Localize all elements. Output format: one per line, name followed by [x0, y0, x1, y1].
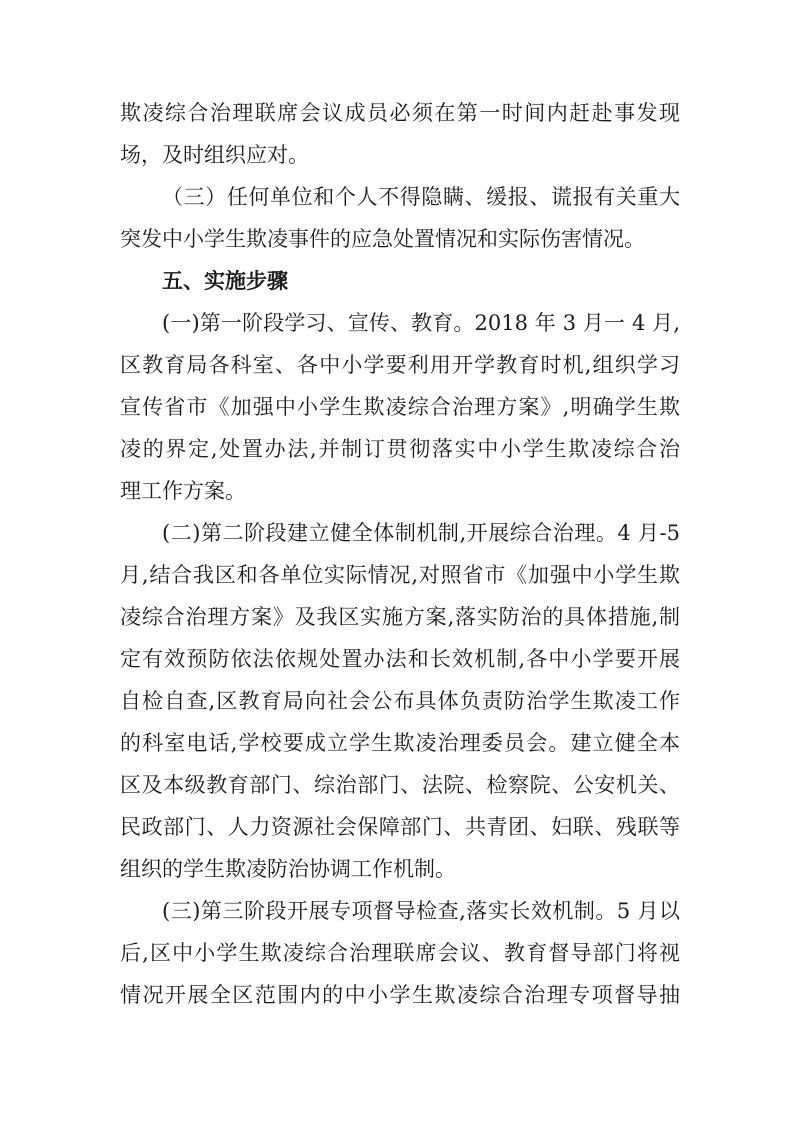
heading-text: 五、实施步骤 [162, 269, 288, 293]
text-line: 自检自查,区教育局向社会公布具体负责防治学生欺凌工作 [120, 689, 680, 713]
text-line: 突发中小学生欺凌事件的应急处置情况和实际伤害情况。 [120, 227, 645, 251]
text-line: 欺凌综合治理联席会议成员必须在第一时间内赶赴事发现 [120, 101, 680, 125]
text-line: 后,区中小学生欺凌综合治理联席会议、教育督导部门将视 [120, 941, 680, 965]
section-heading [120, 260, 680, 302]
text-line: 宣传省市《加强中小学生欺凌综合治理方案》,明确学生欺 [120, 395, 680, 419]
text-line: 情况开展全区范围内的中小学生欺凌综合治理专项督导抽 [120, 983, 680, 1007]
text-line: 凌综合治理方案》及我区实施方案,落实防治的具体措施,制 [120, 605, 680, 629]
text-line: (一)第一阶段学习、宣传、教育。2018 年 3 月一 4 月, [162, 311, 680, 335]
paragraph [120, 302, 680, 512]
text-line: 的科室电话,学校要成立学生欺凌治理委员会。建立健全本 [120, 731, 680, 755]
text-line: 凌的界定,处置办法,并制订贯彻落实中小学生欺凌综合治 [120, 437, 680, 461]
text-line: （三）任何单位和个人不得隐瞒、缓报、谎报有关重大 [162, 185, 680, 209]
paragraph [120, 890, 680, 1016]
text-line: 民政部门、人力资源社会保障部门、共青团、妇联、残联等 [120, 815, 680, 839]
document-body [120, 92, 680, 1016]
text-line: 理工作方案。 [120, 479, 246, 503]
text-line: 区及本级教育部门、综治部门、法院、检察院、公安机关、 [120, 773, 680, 797]
text-line: (三)第三阶段开展专项督导检查,落实长效机制。5 月以 [162, 899, 680, 923]
text-line: (二)第二阶段建立健全体制机制,开展综合治理。4 月-5 [162, 521, 680, 545]
text-line: 月,结合我区和各单位实际情况,对照省市《加强中小学生欺 [120, 563, 680, 587]
text-line: 场，及时组织应对。 [120, 143, 309, 167]
paragraph [120, 176, 680, 260]
paragraph [120, 512, 680, 890]
text-line: 组织的学生欺凌防治协调工作机制。 [120, 857, 456, 881]
paragraph [120, 92, 680, 176]
text-line: 区教育局各科室、各中小学要利用开学教育时机,组织学习 [120, 353, 680, 377]
text-line: 定有效预防依法依规处置办法和长效机制,各中小学要开展 [120, 647, 680, 671]
